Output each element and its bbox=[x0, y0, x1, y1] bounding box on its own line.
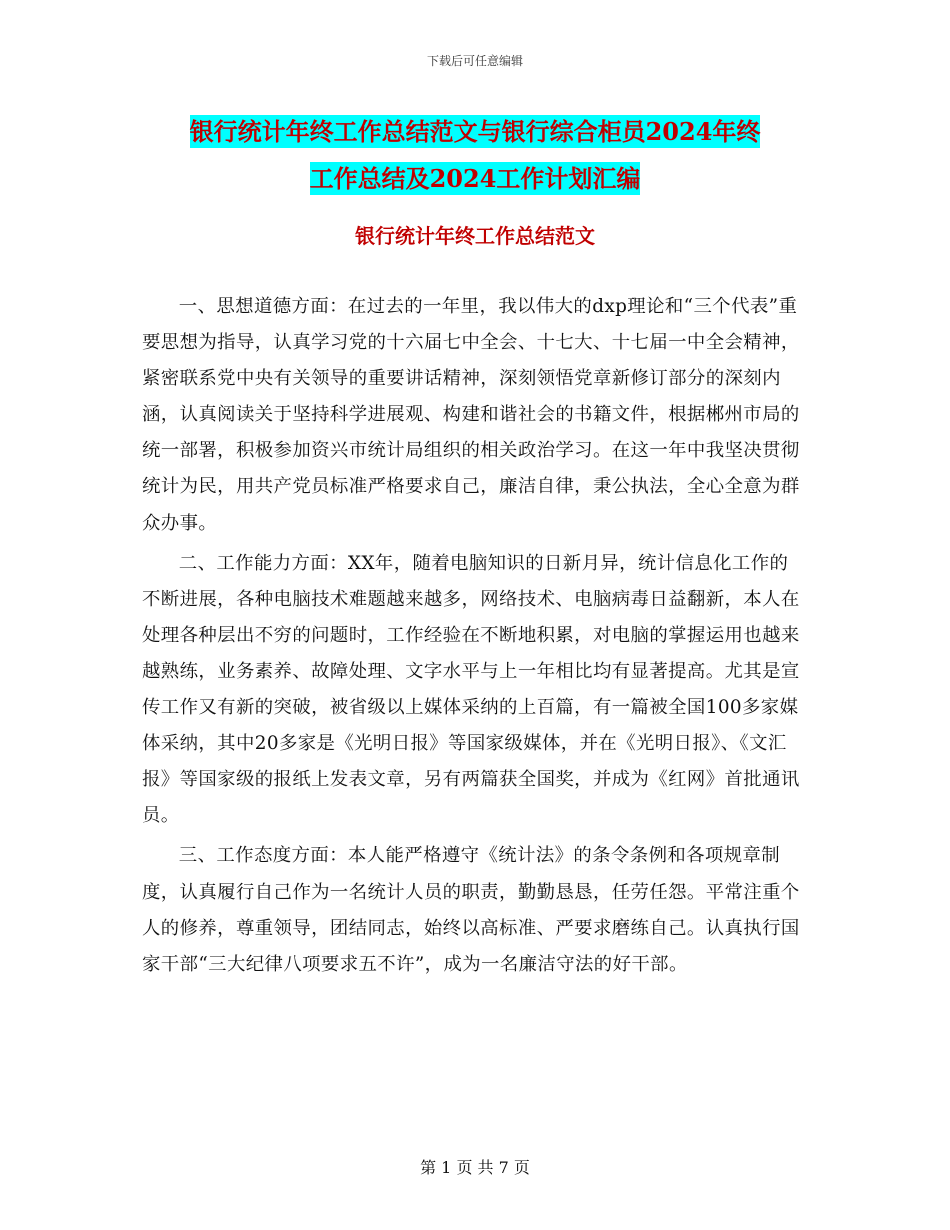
paragraph-3: 三、工作态度方面：本人能严格遵守《统计法》的条令条例和各项规章制度，认真履行自己作为一名统计人员的职责，勤勤恳恳，任劳任怨。平常注重个人的修养，尊重领导，团结同志，始终以高标准、严要求磨练自己。认真执行国家干部“三大纪律八项要求五不许”，成为一名廉洁守法的好干部。 bbox=[142, 845, 800, 975]
paragraph-1: 一、思想道德方面：在过去的一年里，我以伟大的dxp理论和“三个代表”重要思想为指导，认真学习党的十六届七中全会、十七大、十七届一中全会精神，紧密联系党中央有关领导的重要讲话精神，深刻领悟党章新修订部分的深刻内涵，认真阅读关于坚持科学进展观、构建和谐社会的书籍文件，根据郴州市局的统一部署，积极参加资兴市统计局组织的相关政治学习。在这一年中我坚决贯彻统计为民，用共产党员标准严格要求自己，廉洁自律，秉公执法，全心全意为群众办事。 bbox=[142, 296, 800, 534]
title-line-2 bbox=[0, 155, 950, 202]
document-title bbox=[0, 108, 950, 202]
document-body bbox=[142, 289, 806, 987]
title-line-1 bbox=[0, 108, 950, 155]
title-line-2-text: 工作总结及2024工作计划汇编 bbox=[309, 164, 641, 193]
paragraph-2: 二、工作能力方面：XX年，随着电脑知识的日新月异，统计信息化工作的不断进展，各种电脑技术难题越来越多，网络技术、电脑病毒日益翻新，本人在处理各种层出不穷的问题时，工作经验在不断地积累，对电脑的掌握运用也越来越熟练，业务素养、故障处理、文字水平与上一年相比均有显著提高。尤其是宣传工作又有新的突破，被省级以上媒体采纳的上百篇，有一篇被全国100多家媒体采纳，其中20多家是《光明日报》等国家级媒体，并在《光明日报》、《文汇报》等国家级的报纸上发表文章，另有两篇获全国奖，并成为《红网》首批通讯员。 bbox=[142, 552, 800, 827]
page-number: 第 1 页 共 7 页 bbox=[420, 1158, 530, 1177]
title-line-1-text: 银行统计年终工作总结范文与银行综合柜员2024年终 bbox=[189, 117, 761, 146]
section-title: 银行统计年终工作总结范文 bbox=[355, 224, 595, 248]
page-header-note: 下载后可任意编辑 bbox=[426, 54, 523, 68]
